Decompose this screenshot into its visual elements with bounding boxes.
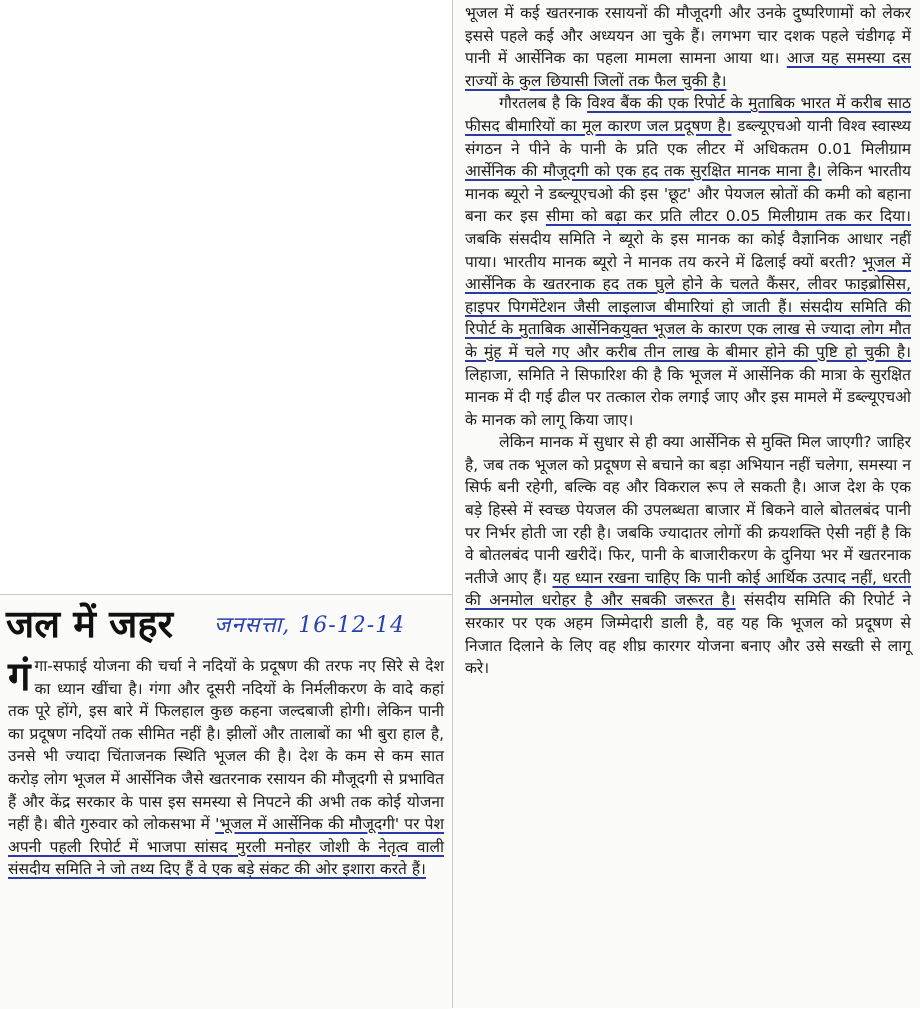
article-right-column bbox=[452, 0, 920, 1008]
pen-underlined-text: यह ध्यान रखना चाहिए कि पानी कोई आर्थिक उत्पाद नहीं, धरती की अनमोल धरोहर है और सबकी जरूरत है। bbox=[465, 568, 911, 610]
pen-underlined-text: आर्सेनिक की मौजूदगी को एक हद तक सुरक्षित मानक माना है। bbox=[465, 162, 822, 181]
article-headline: जल में जहर bbox=[6, 602, 174, 646]
body-text: गा-सफाई योजना की चर्चा ने नदियों के प्रदूषण की तरफ नए सिरे से देश का ध्यान खींचा है। गंगा और दूसरी नदियों के निर्मलीकरण के वादे कहां तक पूरे होंगे, इस बारे में फिलहाल कुछ कहना जल्दबाजी होगी। लेकिन पानी का प्रदूषण नदियों तक सीमित नहीं है। झीलों और तालाबों का भी बुरा हाल है, उनसे भी ज्यादा चिंताजनक स्थिति भूजल की है। देश के कम से कम सात करोड़ लोग भूजल में आर्सेनिक जैसे खतरनाक रसायन की मौजूदगी से प्रभावित हैं और केंद्र सरकार के पास इस समस्या से निपटने की अभी तक कोई योजना नहीं है। बीते गुरुवार को लोकसभा में bbox=[8, 657, 444, 834]
pen-underlined-text: 'भूजल में आर्सेनिक की मौजूदगी' पर पेश अपनी पहली रिपोर्ट में भाजपा सांसद मुरली मनोहर जोशी के नेतृत्व वाली संसदीय समिति ने जो तथ्य दिए हैं वे एक बड़े संकट की ओर इशारा करते हैं। bbox=[8, 815, 444, 879]
paragraph bbox=[465, 431, 911, 680]
article-left-column bbox=[0, 594, 452, 1009]
paragraph bbox=[8, 655, 444, 881]
body-text: लेकिन भारतीय मानक ब्यूरो ने डब्ल्यूएचओ की इस 'छूट' और पेयजल स्रोतों की कमी को बहाना बना कर इस bbox=[465, 162, 911, 226]
pen-underlined-text: सीमा को बढ़ा कर प्रति लीटर 0.05 मिलीग्राम तक कर दिया। bbox=[545, 207, 911, 226]
drop-cap: गं bbox=[8, 654, 31, 700]
right-column-text bbox=[453, 2, 920, 680]
body-text: लिहाजा, समिति ने सिफारिश की है कि भूजल में आर्सेनिक की मात्रा के सुरक्षित मानक में दी गई ढील पर तत्काल रोक लगाई जाए और इस मामले में डब्ल्यूएचओ के मानक को लागू किया जाए। bbox=[465, 365, 911, 429]
pen-underlined-text: विश्व बैंक की एक रिपोर्ट के मुताबिक भारत में करीब साठ फीसद बीमारियों का मूल कारण जल प्रदूषण है। bbox=[465, 94, 911, 135]
paragraph bbox=[465, 2, 911, 92]
body-text: लेकिन मानक में सुधार से ही क्या आर्सेनिक से मुक्ति मिल जाएगी? जाहिर है, जब तक भूजल को प्रदूषण से बचाने का बड़ा अभियान नहीं चलेगा, समस्या न सिर्फ बनी रहेगी, बल्कि वह और विकराल रूप ले सकती है। आज देश के एक बड़े हिस्से में स्वच्छ पेयजल की उपलब्धता बाजार में बिकने वाले बोतलबंद पानी पर निर्भर होती जा रही है। जबकि ज्यादातर लोगों की क्रयशक्ति ऐसी नहीं है कि वे बोतलबंद पानी खरीदें। फिर, पानी के बाजारीकरण के दुनिया भर में खतरनाक नतीजे आए हैं। bbox=[465, 433, 911, 587]
paragraph bbox=[465, 92, 911, 431]
pen-underlined-text: भूजल में आर्सेनिक के खतरनाक हद तक घुले होने के चलते कैंसर, लीवर फाइब्रोसिस, हाइपर पिगमेंटेशन जैसी लाइलाज बीमारियां हो जाती हैं। संसदीय समिति की रिपोर्ट के मुताबिक आर्सेनिकयुक्त भूजल के कारण एक लाख से ज्यादा लोग मौत के मुंह में चले गए और करीब तीन लाख के बीमार होने की पुष्टि हो चुकी है। bbox=[465, 252, 911, 361]
pen-underlined-text: आज यह समस्या दस राज्यों के कुल छियासी जिलों तक फैल चुकी है। bbox=[465, 49, 911, 90]
body-text: डब्ल्यूएचओ यानी विश्व स्वास्थ्य संगठन ने पीने के पानी के प्रति एक लीटर में अधिकतम 0.01 मिलीग्राम bbox=[465, 116, 911, 158]
body-text: भूजल में कई खतरनाक रसायनों की मौजूदगी और उनके दुष्परिणामों को लेकर इससे पहले कई और अध्ययन आ चुके हैं। लगभग चार दशक पहले चंडीगढ़ में पानी में आर्सेनिक का पहला मामला सामना आया था। bbox=[465, 4, 911, 68]
left-column-text bbox=[0, 655, 452, 881]
body-text: जबकि संसदीय समिति ने ब्यूरो के इस मानक का कोई वैज्ञानिक आधार नहीं पाया। भारतीय मानक ब्यूरो ने मानक तय करने में ढिलाई क्यों बरती? bbox=[465, 229, 911, 271]
body-text: गौरतलब है कि bbox=[499, 94, 588, 113]
body-text: संसदीय समिति की रिपोर्ट ने सरकार पर एक अहम जिम्मेदारी डाली है, वह यह कि भूजल को प्रदूषण से निजात दिलाने के लिए वह शीघ्र कारगर योजना बनाए और उसे सख्ती से लागू करे। bbox=[465, 591, 911, 678]
handwritten-date-note: जनसत्ता, 16-12-14 bbox=[214, 613, 406, 638]
